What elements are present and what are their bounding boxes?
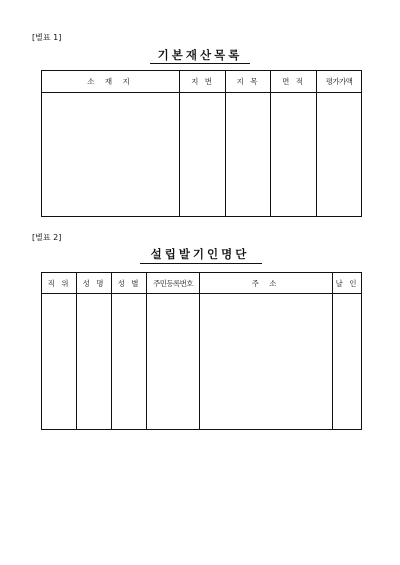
annex1-title: 기본재산목록 — [157, 48, 243, 62]
table-cell — [42, 294, 77, 430]
column-header-gender: 성 별 — [112, 273, 147, 294]
table-cell — [42, 93, 180, 217]
asset-list-table — [41, 70, 362, 217]
column-header-area: 면 적 — [271, 71, 317, 93]
table-row — [42, 93, 362, 217]
column-header-lot-number: 지 번 — [180, 71, 226, 93]
column-header-land-category: 지 목 — [226, 71, 271, 93]
table-cell — [200, 294, 333, 430]
founders-list-table — [41, 272, 362, 430]
column-header-location: 소 재 지 — [42, 71, 180, 93]
table-cell — [112, 294, 147, 430]
table-cell — [317, 93, 362, 217]
annex2-title: 설립발기인명단 — [150, 247, 250, 261]
annex2-label: [별표 2] — [32, 233, 62, 242]
annex1-title-underline — [150, 63, 250, 64]
table-cell — [77, 294, 112, 430]
table-cell — [180, 93, 226, 217]
table-cell — [226, 93, 271, 217]
table-cell — [333, 294, 362, 430]
column-header-position: 직 위 — [42, 273, 77, 294]
table-row — [42, 294, 362, 430]
column-header-appraised-value: 평가가액 — [317, 71, 362, 93]
table-cell — [271, 93, 317, 217]
column-header-address: 주 소 — [200, 273, 333, 294]
annex1-label: [별표 1] — [32, 33, 62, 42]
column-header-seal: 날 인 — [333, 273, 362, 294]
column-header-resident-number: 주민등록번호 — [147, 273, 200, 294]
annex2-title-underline — [140, 263, 262, 264]
table-cell — [147, 294, 200, 430]
column-header-name: 성 명 — [77, 273, 112, 294]
